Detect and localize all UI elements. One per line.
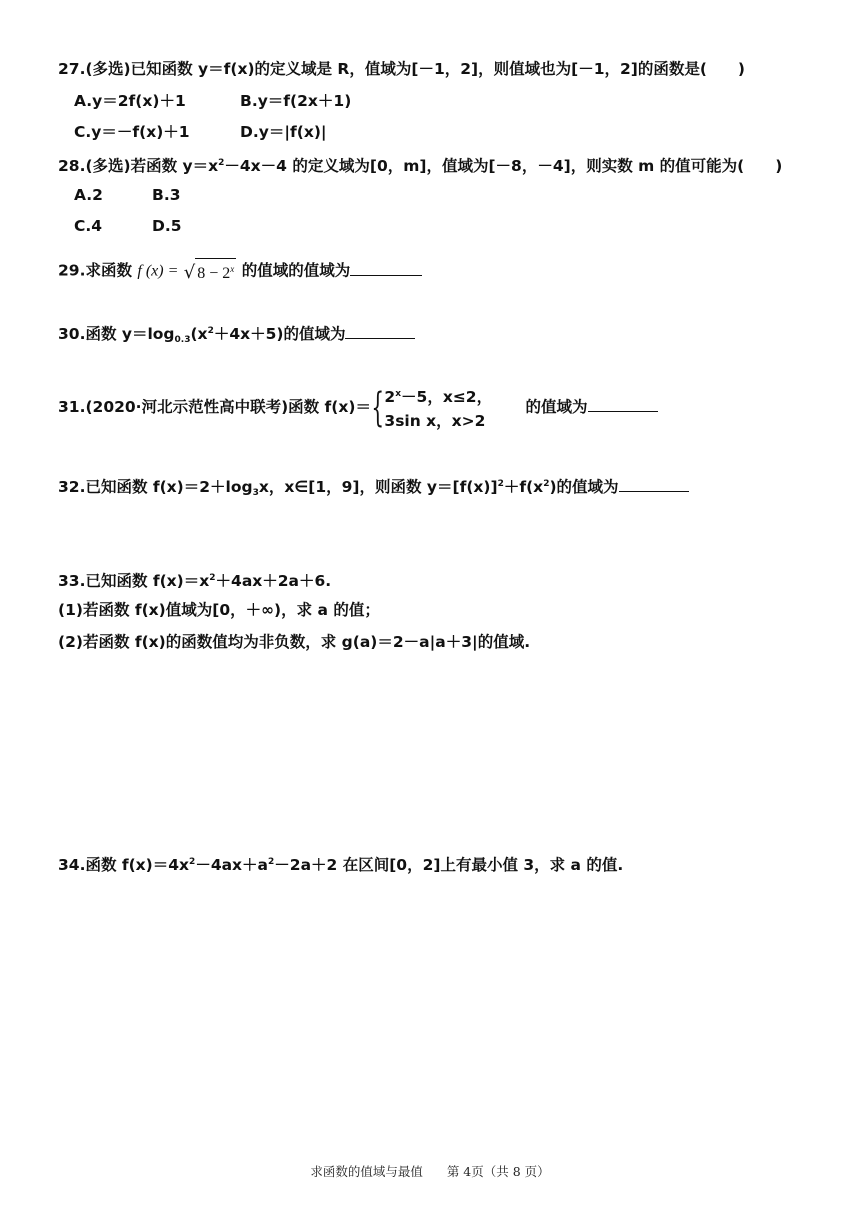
question-29-label: 29.求函数 [58,261,132,280]
question-32-mid-2: ＋f(x [503,478,544,496]
question-30-exponent: 2 [207,326,214,336]
question-31-tail: 的值域为 [525,398,588,416]
radical-sign-icon: √ [183,262,196,283]
question-30-pre: 30.函数 y＝log [58,325,175,343]
log-base: 3 [252,488,259,498]
question-34-tail: －2a＋2 在区间[0，2]上有最小值 3，求 a 的值. [274,856,624,874]
question-32-mid: x，x∈[1，9]，则函数 y＝[f(x)] [258,478,498,496]
question-28-option-d: D.5 [152,217,182,235]
square-root-expression [184,258,237,284]
question-29 [58,258,422,284]
question-28-stem-pre: 28.(多选)若函数 y＝x [58,157,219,175]
piecewise-case-1 [384,382,492,409]
page-footer [0,1162,860,1180]
question-34-exponent-1: 2 [189,857,196,867]
footer-title: 求函数的值域与最值 [310,1164,423,1179]
case-1-rest: －5，x≤2， [401,388,493,406]
question-28-exponent: 2 [218,158,225,168]
radicand [195,258,236,284]
question-30 [58,320,415,351]
question-32-exponent-2: 2 [543,479,550,489]
question-33-stem [58,567,331,592]
radicand-base: 8 − 2 [197,265,231,282]
question-29-tail: 的值域的值域为 [241,261,351,280]
question-28-stem-post: －4x－4 的定义域为[0，m]，值域为[－8，－4]，则实数 m 的值可能为( ) [224,157,783,175]
radicand-exponent: x [230,264,235,274]
question-33-stem-post: ＋4ax＋2a＋6. [215,572,332,590]
question-27-option-a: A.y＝2f(x)＋1 [74,92,186,110]
question-33-exponent: 2 [209,573,216,583]
question-32-tail: )的值域为 [549,478,619,496]
answer-blank[interactable] [345,322,415,339]
question-30-tail: ＋4x＋5)的值域为 [213,325,346,343]
answer-blank[interactable] [350,259,422,276]
question-30-post: (x [190,325,208,343]
question-32-exponent-1: 2 [497,479,504,489]
question-31 [58,382,658,433]
question-33-part-2: (2)若函数 f(x)的函数值均为非负数，求 g(a)＝2－a|a＋3|的值域. [58,633,531,651]
question-27-option-c: C.y＝－f(x)＋1 [74,123,190,141]
piecewise-case-2: 3sin x，x>2 [384,412,486,430]
question-29-function-name: f (x) = [137,262,179,280]
left-brace-icon: { [371,384,385,431]
piecewise-function [371,382,492,433]
question-32-pre: 32.已知函数 f(x)＝2＋log [58,478,253,496]
question-28-option-b: B.3 [152,186,181,204]
question-34-exponent-2: 2 [268,857,275,867]
question-28-option-a: A.2 [74,186,103,204]
case-1-base: 2 [384,388,396,406]
question-28-option-c: C.4 [74,217,103,235]
question-34-mid: －4ax＋a [195,856,269,874]
case-1-exponent: x [395,389,402,399]
log-base: 0.3 [174,335,191,345]
question-34-pre: 34.函数 f(x)＝4x [58,856,190,874]
answer-blank[interactable] [588,395,658,412]
question-27-stem: 27.(多选)已知函数 y＝f(x)的定义域是 R，值域为[－1，2]，则值域也为[－1，2]的函数是( ) [58,60,746,78]
answer-blank[interactable] [619,475,689,492]
footer-page-number: 第 4页（共 8 页） [446,1164,550,1179]
question-33-part-1: (1)若函数 f(x)值域为[0，＋∞)，求 a 的值； [58,601,380,619]
question-31-pre: 31.(2020·河北示范性高中联考)函数 f(x)＝ [58,398,371,416]
question-27-option-d: D.y＝|f(x)| [240,123,327,141]
question-32 [58,473,689,504]
question-34 [58,851,623,876]
question-28-stem [58,152,782,177]
piecewise-cases [384,382,492,433]
question-27-option-b: B.y＝f(2x＋1) [240,92,352,110]
question-33-stem-pre: 33.已知函数 f(x)＝x [58,572,210,590]
